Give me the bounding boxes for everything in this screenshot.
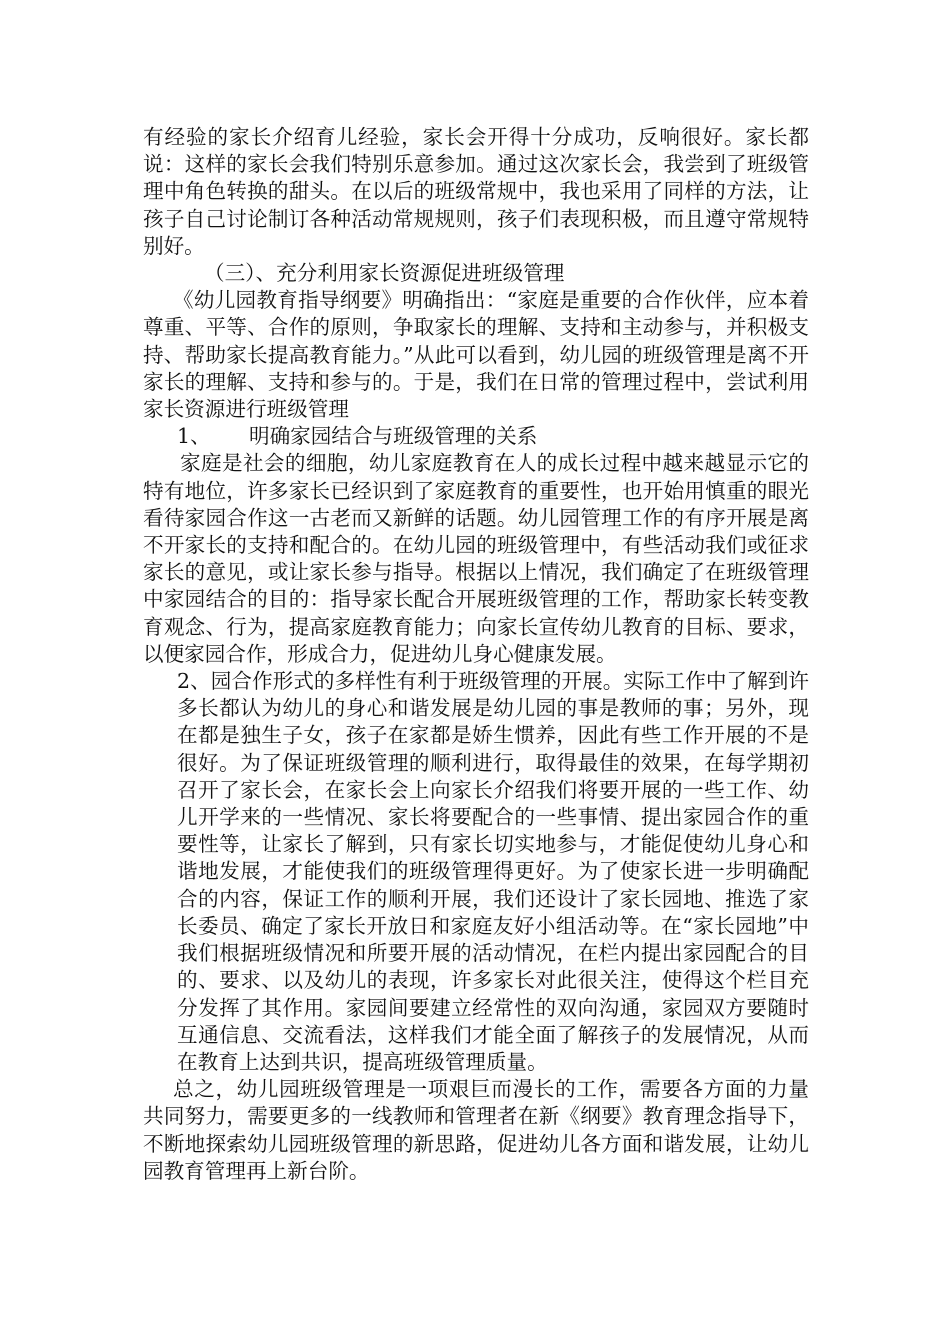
list-item-heading-1 — [143, 423, 809, 450]
list-item-title: 明确家园结合与班级管理的关系 — [249, 424, 538, 449]
document-body — [143, 124, 809, 1185]
paragraph-cooperation-forms: 2、园合作形式的多样性有利于班级管理的开展。实际工作中了解到许多长都认为幼儿的身心和谐发展是幼儿园的事是教师的事；另外，现在都是独生子女，孩子在家都是娇生惯养，因此有些工作开展的不是很好。为了保证班级管理的顺利进行，取得最佳的效果，在每学期初召开了家长会，在家长会上向家长介绍我们将要开展的一些工作、幼儿开学来的一些情况、家长将要配合的一些事情、提出家园合作的重要性等，让家长了解到，只有家长切实地参与，才能促使幼儿身心和谐地发展，才能使我们的班级管理得更好。为了使家长进一步明确配合的内容，保证工作的顺利开展，我们还设计了家长园地、推选了家长委员、确定了家长开放日和家庭友好小组活动等。在“家长园地”中我们根据班级情况和所要开展的活动情况，在栏内提出家园配合的目的、要求、以及幼儿的表现，许多家长对此很关注，使得这个栏目充分发挥了其作用。家园间要建立经常性的双向沟通，家园双方要随时互通信息、交流看法，这样我们才能全面了解孩子的发展情况，从而在教育上达到共识，提高班级管理质量。 — [177, 669, 809, 1074]
paragraph-parent-meeting-result: 有经验的家长介绍育儿经验，家长会开得十分成功，反响很好。家长都说：这样的家长会我们特别乐意参加。通过这次家长会，我尝到了班级管理中角色转换的甜头。在以后的班级常规中，我也采用了同样的方法，让孩子自己讨论制订各种活动常规规则，孩子们表现积极，而且遵守常规特别好。 — [143, 125, 809, 258]
list-number: 1、 — [177, 424, 211, 449]
paragraph-guideline-quote: 《幼儿园教育指导纲要》明确指出：“家庭是重要的合作伙伴，应本着尊重、平等、合作的原则，争取家长的理解、支持和主动参与，并积极支持、帮助家长提高教育能力。”从此可以看到，幼儿园的班级管理是离不开家长的理解、支持和参与的。于是，我们在日常的管理过程中，尝试利用家长资源进行班级管理 — [143, 288, 809, 422]
paragraph-family-role: 家庭是社会的细胞，幼儿家庭教育在人的成长过程中越来越显示它的特有地位，许多家长已经识到了家庭教育的重要性，也开始用慎重的眼光看待家园合作这一古老而又新鲜的话题。幼儿园管理工作的有序开展是离不开家长的支持和配合的。在幼儿园的班级管理中，有些活动我们或征求家长的意见，或让家长参与指导。根据以上情况，我们确定了在班级管理中家园结合的目的：指导家长配合开展班级管理的工作，帮助家长转变教育观念、行为，提高家庭教育能力；向家长宣传幼儿教育的目标、要求，以便家园合作，形成合力，促进幼儿身心健康发展。 — [143, 451, 809, 666]
section-heading-parent-resources: （三）、充分利用家长资源促进班级管理 — [204, 261, 565, 286]
paragraph-conclusion: 总之，幼儿园班级管理是一项艰巨而漫长的工作，需要各方面的力量共同努力，需要更多的一线教师和管理者在新《纲要》教育理念指导下，不断地探索幼儿园班级管理的新思路，促进幼儿各方面和谐发展，让幼儿园教育管理再上新台阶。 — [143, 1077, 809, 1183]
